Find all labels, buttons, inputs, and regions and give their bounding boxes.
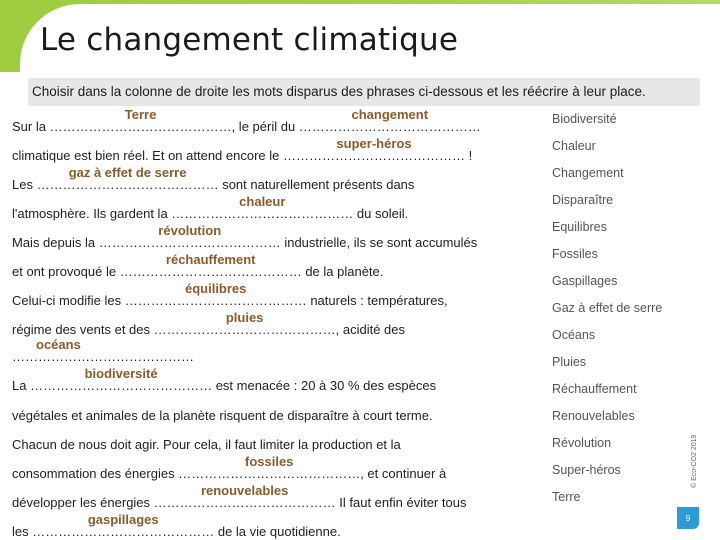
word-list-item: Gaspillages bbox=[552, 274, 618, 288]
answer: Terre bbox=[124, 107, 157, 122]
text-line: Mais depuis la révolution …………………………………… industrielle, ils se sont accumulés bbox=[12, 223, 478, 250]
text-line: l'atmosphère. Ils gardent la chaleur …………………………………… du soleil. bbox=[12, 194, 409, 221]
word-list-item: Renouvelables bbox=[552, 409, 635, 423]
answer: révolution bbox=[158, 223, 222, 238]
word-list-item: Changement bbox=[552, 166, 624, 180]
text-line: régime des vents et des pluies ……………………………………, acidité des bbox=[12, 310, 406, 337]
answer: océans bbox=[36, 337, 81, 352]
word-list-item: Fossiles bbox=[552, 247, 598, 261]
blank: équilibres …………………………………… bbox=[124, 281, 307, 308]
blank: renouvelables …………………………………… bbox=[153, 483, 336, 510]
text-line: et ont provoqué le réchauffement …………………………………… de la planète. bbox=[12, 252, 384, 279]
word-list-item: Chaleur bbox=[552, 139, 596, 153]
answer: fossiles bbox=[244, 454, 294, 469]
blank: changement …………………………………… bbox=[298, 107, 481, 134]
blank: gaz à effet de serre …………………………………… bbox=[36, 165, 219, 192]
text-line: consommation des énergies fossiles ……………………………………, et continuer à bbox=[12, 454, 447, 481]
blank: biodiversité …………………………………… bbox=[30, 366, 213, 393]
answer: chaleur bbox=[239, 194, 286, 209]
page-title: Le changement climatique bbox=[40, 22, 459, 58]
answer: super-héros bbox=[336, 136, 412, 151]
answer: gaspillages bbox=[87, 512, 159, 527]
page-number-badge: 9 bbox=[677, 507, 699, 529]
copyright-notice: © Eco-CO2 2019 bbox=[691, 434, 698, 488]
blank: pluies …………………………………… bbox=[153, 310, 336, 337]
answer: équilibres bbox=[184, 281, 247, 296]
word-list-item: Terre bbox=[552, 490, 581, 504]
text-line: végétales et animales de la planète risquent de disparaître à court terme. bbox=[12, 408, 433, 423]
text-line: La biodiversité …………………………………… est menacée : 20 à 30 % des espèces bbox=[12, 366, 437, 393]
answer: renouvelables bbox=[200, 483, 289, 498]
text-line: développer les énergies renouvelables …………………………………… Il faut enfin éviter tous bbox=[12, 483, 467, 510]
word-list-item: Gaz à effet de serre bbox=[552, 301, 663, 315]
word-list-item: Révolution bbox=[552, 436, 612, 450]
word-list-item: Réchauffement bbox=[552, 382, 637, 396]
text-line: climatique est bien réel. Et on attend encore le super-héros …………………………………… ! bbox=[12, 136, 473, 163]
word-list-item: Océans bbox=[552, 328, 596, 342]
answer: réchauffement bbox=[165, 252, 256, 267]
text-line: Les gaz à effet de serre …………………………………… sont naturellement présents dans bbox=[12, 165, 415, 192]
word-list-item: Super-héros bbox=[552, 463, 621, 477]
word-list-item: Equilibres bbox=[552, 220, 607, 234]
text-line: les gaspillages …………………………………… de la vie quotidienne. bbox=[12, 512, 341, 539]
answer: pluies bbox=[225, 310, 264, 325]
instruction-text: Choisir dans la colonne de droite les mots disparus des phrases ci-dessous et les réécrire à leur place. bbox=[32, 84, 646, 99]
word-list-item: Biodiversité bbox=[552, 112, 617, 126]
blank: révolution …………………………………… bbox=[98, 223, 281, 250]
answer: gaz à effet de serre bbox=[68, 165, 187, 180]
word-list-item: Pluies bbox=[552, 355, 587, 369]
blank: super-héros …………………………………… bbox=[283, 136, 465, 163]
text-line: Sur la Terre ……………………………………, le péril du changement …………………………………… bbox=[12, 107, 481, 134]
blank: gaspillages …………………………………… bbox=[32, 512, 215, 539]
word-list-item: Disparaître bbox=[552, 193, 614, 207]
text-line: Chacun de nous doit agir. Pour cela, il faut limiter la production et la bbox=[12, 437, 401, 452]
blank: chaleur …………………………………… bbox=[171, 194, 354, 221]
answer: biodiversité bbox=[84, 366, 158, 381]
answer: changement bbox=[351, 107, 429, 122]
text-line bbox=[12, 337, 194, 364]
blank: océans …………………………………… bbox=[12, 337, 194, 364]
blank: Terre …………………………………… bbox=[49, 107, 232, 134]
blank: réchauffement …………………………………… bbox=[119, 252, 302, 279]
blank: fossiles …………………………………… bbox=[178, 454, 361, 481]
text-line: Celui-ci modifie les équilibres …………………………………… naturels : températures, bbox=[12, 281, 448, 308]
